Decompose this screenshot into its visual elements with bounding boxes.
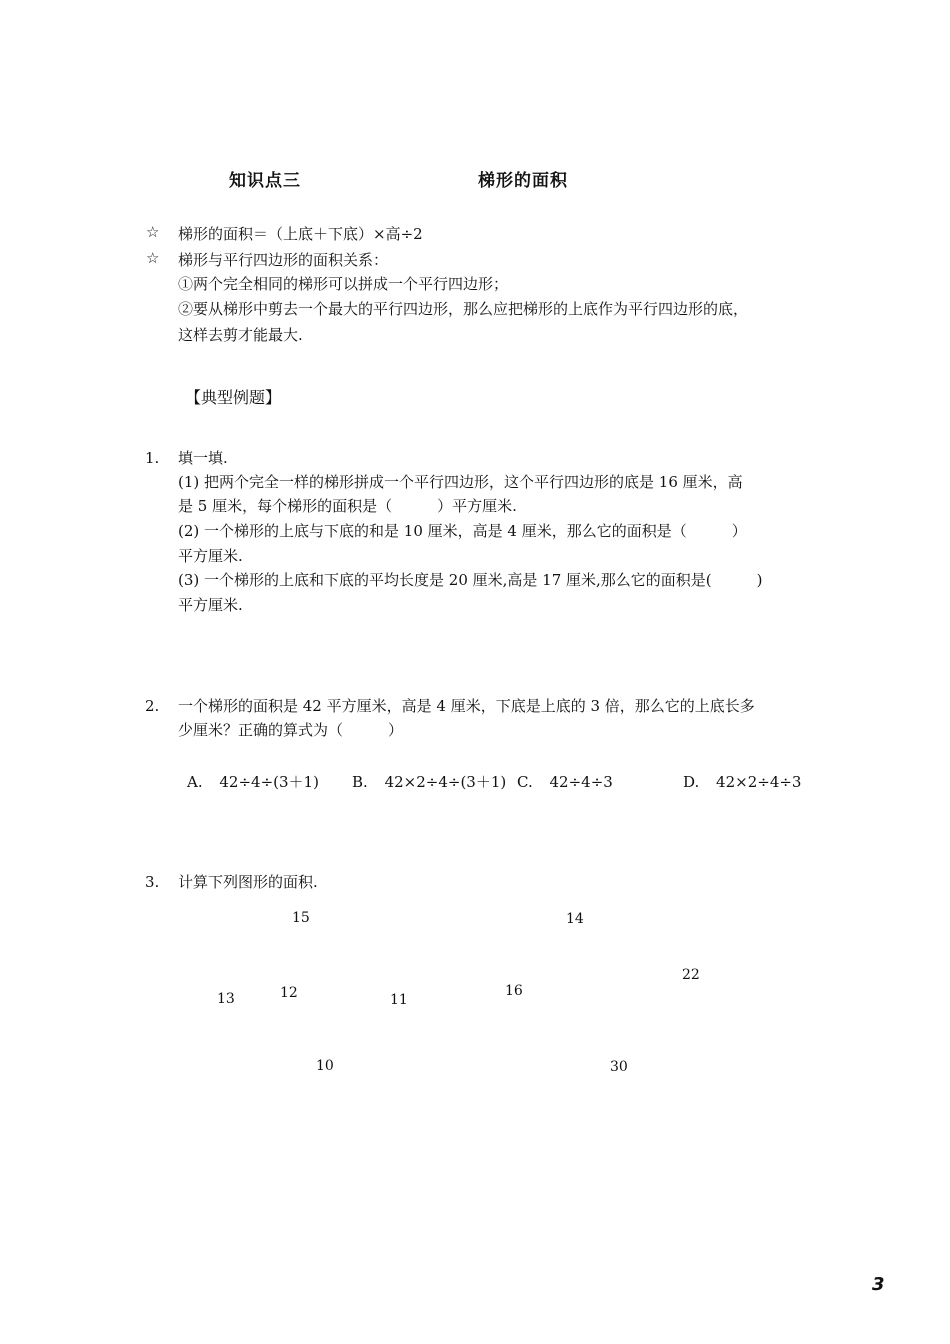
dimension-label: 22 — [682, 967, 700, 983]
question-3-number: 3. — [145, 873, 160, 891]
question-2-line-1: 一个梯形的面积是 42 平方厘米，高是 4 厘米，下底是上底的 3 倍，那么它的上底长多 — [178, 697, 755, 715]
option-c — [517, 770, 613, 794]
knowledge-point-label: 知识点三 — [229, 171, 301, 191]
question-1-title: 填一填. — [178, 449, 228, 467]
option-b — [352, 770, 506, 794]
dimension-label: 11 — [390, 992, 408, 1008]
star-bullet-1: ☆ — [146, 223, 160, 241]
question-2-line-2: 少厘米？正确的算式为（ ） — [178, 721, 404, 739]
relation-item-2-line-2: 这样去剪才能最大. — [178, 326, 303, 344]
star-bullet-2: ☆ — [146, 249, 160, 267]
question-1-number: 1. — [145, 449, 160, 467]
dimension-label: 15 — [292, 910, 310, 926]
option-a — [187, 770, 319, 794]
question-1-part-1-line-1: (1) 把两个完全一样的梯形拼成一个平行四边形，这个平行四边形的底是 16 厘米，高 — [178, 473, 743, 491]
question-1-part-2-line-2: 平方厘米. — [178, 547, 243, 565]
relation-item-1: ①两个完全相同的梯形可以拼成一个平行四边形； — [178, 275, 509, 293]
relation-title: 梯形与平行四边形的面积关系： — [178, 251, 389, 269]
dimension-label: 10 — [316, 1058, 334, 1074]
option-d — [683, 770, 801, 794]
dimension-label: 16 — [505, 983, 523, 999]
question-1-part-3-line-1: (3) 一个梯形的上底和下底的平均长度是 20 厘米,高是 17 厘米,那么它的面积是( ) — [178, 571, 763, 589]
dimension-label: 14 — [566, 911, 584, 927]
option-d-letter: D. — [683, 773, 700, 791]
question-1-part-3-line-2: 平方厘米. — [178, 596, 243, 614]
dimension-label: 13 — [217, 991, 235, 1007]
question-1-part-1-line-2: 是 5 厘米，每个梯形的面积是（ ）平方厘米. — [178, 497, 517, 515]
option-b-text: 42×2÷4÷(3＋1) — [384, 773, 507, 791]
relation-item-2-line-1: ②要从梯形中剪去一个最大的平行四边形，那么应把梯形的上底作为平行四边形的底， — [178, 300, 749, 318]
dimension-label: 30 — [610, 1059, 628, 1075]
option-d-text: 42×2÷4÷3 — [716, 773, 802, 791]
option-c-text: 42÷4÷3 — [549, 773, 613, 791]
option-b-letter: B. — [352, 773, 368, 791]
page-title: 梯形的面积 — [478, 171, 568, 191]
option-c-letter: C. — [517, 773, 533, 791]
question-2-number: 2. — [145, 697, 160, 715]
dimension-label: 12 — [280, 985, 298, 1001]
option-a-text: 42÷4÷(3＋1) — [219, 773, 319, 791]
question-3-title: 计算下列图形的面积. — [178, 873, 318, 891]
page-number: 3 — [872, 1274, 885, 1295]
question-1-part-2-line-1: (2) 一个梯形的上底与下底的和是 10 厘米，高是 4 厘米，那么它的面积是（ ） — [178, 522, 747, 540]
section-title: 【典型例题】 — [185, 388, 282, 407]
option-a-letter: A. — [187, 773, 203, 791]
formula-text: 梯形的面积＝（上底＋下底）×高÷2 — [178, 225, 423, 243]
